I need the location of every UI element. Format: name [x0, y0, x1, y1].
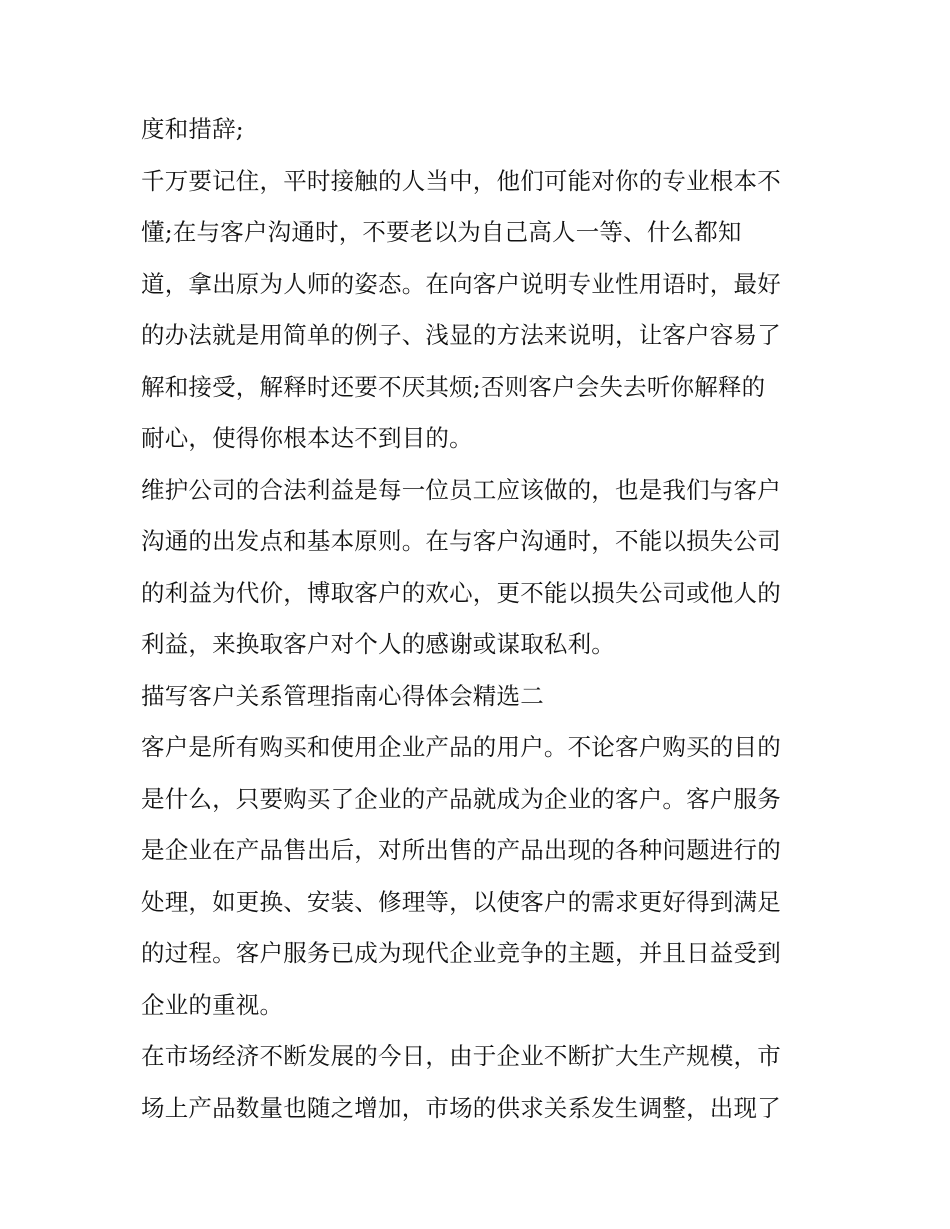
text-line: 是什么，只要购买了企业的产品就成为企业的客户。客户服务 — [141, 784, 781, 813]
text-line: 是企业在产品售出后，对所出售的产品出现的各种问题进行的 — [141, 836, 781, 864]
text-line: 处理，如更换、安装、修理等，以使客户的需求更好得到满足 — [141, 887, 781, 916]
text-line: 懂;在与客户沟通时，不要老以为自己高人一等、什么都知 — [141, 218, 742, 246]
text-line: 的过程。客户服务已成为现代企业竞争的主题，并且日益受到 — [141, 939, 781, 967]
text-line: 客户是所有购买和使用企业产品的用户。不论客户购买的目的 — [141, 733, 781, 761]
text-line: 利益，来换取客户对个人的感谢或谋取私利。 — [141, 630, 615, 658]
text-line: 维护公司的合法利益是每一位员工应该做的，也是我们与客户 — [141, 475, 781, 504]
text-line: 的办法就是用简单的例子、浅显的方法来说明，让客户容易了 — [141, 321, 781, 349]
text-line: 企业的重视。 — [141, 990, 284, 1019]
text-line: 沟通的出发点和基本原则。在与客户沟通时，不能以损失公司 — [141, 527, 781, 555]
section-heading: 描写客户关系管理指南心得体会精选二 — [141, 681, 544, 710]
text-line: 场上产品数量也随之增加，市场的供求关系发生调整，出现了 — [141, 1093, 781, 1122]
text-line: 的利益为代价，博取客户的欢心，更不能以损失公司或他人的 — [141, 578, 781, 607]
text-line: 在市场经济不断发展的今日，由于企业不断扩大生产规模，市 — [141, 1042, 781, 1070]
text-line: 道，拿出原为人师的姿态。在向客户说明专业性用语时，最好 — [141, 269, 781, 298]
text-line: 耐心，使得你根本达不到目的。 — [141, 424, 473, 452]
text-line: 千万要记住，平时接触的人当中，他们可能对你的专业根本不 — [141, 166, 781, 195]
text-line: 解和接受，解释时还要不厌其烦;否则客户会失去听你解释的 — [141, 372, 766, 401]
document-body — [141, 104, 821, 1134]
text-line: 度和措辞; — [141, 115, 244, 143]
